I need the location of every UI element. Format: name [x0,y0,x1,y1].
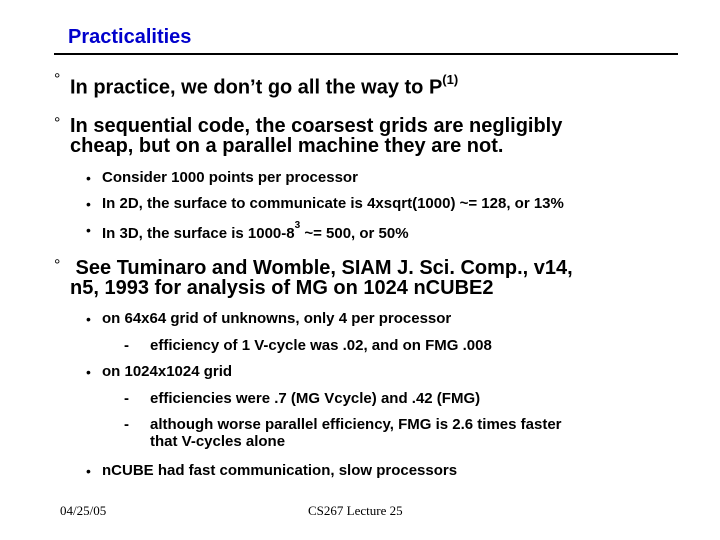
sub-bullet-dot-icon: • [86,222,91,238]
dash-item-text-line1: although worse parallel efficiency, FMG is 2.6 times faster [150,416,562,433]
sub-bullet-text: on 64x64 grid of unknowns, only 4 per processor [102,310,452,327]
dash-mark: - [124,390,129,407]
sub-bullet-text: nCUBE had fast communication, slow processors [102,462,458,479]
sub-bullet-text: In 3D, the surface is $1000-8^3$ ~= 500, or 50% [102,220,409,242]
footer-date: 04/25/05 [60,503,107,518]
bullet-text-line1: See Tuminaro and Womble, SIAM J. Sci. Comp., v14, [70,257,573,279]
sub-bullet-dot-icon: • [86,463,91,479]
bullet-text-line2: cheap, but on a parallel machine they are not. [70,135,504,157]
bullet-mark-icon: ° [54,71,61,88]
sub-bullet-dot-icon: • [86,311,91,327]
slide-title: Practicalities [68,26,192,48]
sub-bullet-dot-icon: • [86,364,91,380]
bullet-text-line2: n5, 1993 for analysis of MG on 1024 nCUBE2 [70,277,494,299]
dash-item-text-line2: that V-cycles alone [150,433,286,450]
bullet-text: In practice, we don’t go all the way to $P^{(1)}$ [70,72,459,99]
bullet-text-line1: In sequential code, the coarsest grids are negligibly [70,115,563,137]
sub-bullet-dot-icon: • [86,170,91,186]
dash-item-text: efficiencies were .7 (MG Vcycle) and .42 (FMG) [150,390,481,407]
sub-bullet-text: Consider 1000 points per processor [102,169,358,186]
bullet-mark-icon: ° [54,115,61,132]
title-divider [54,53,678,55]
dash-item-text: efficiency of 1 V-cycle was .02, and on FMG .008 [150,337,492,354]
dash-mark: - [124,337,129,354]
sub-bullet-dot-icon: • [86,196,91,212]
dash-mark: - [124,416,129,433]
sub-bullet-text: on 1024x1024 grid [102,363,233,380]
sub-bullet-text: In 2D, the surface to communicate is 4xsqrt(1000) ~= 128, or 13% [102,195,564,212]
footer-lecture: CS267 Lecture 25 [308,503,403,518]
bullet-mark-icon: ° [54,257,61,274]
